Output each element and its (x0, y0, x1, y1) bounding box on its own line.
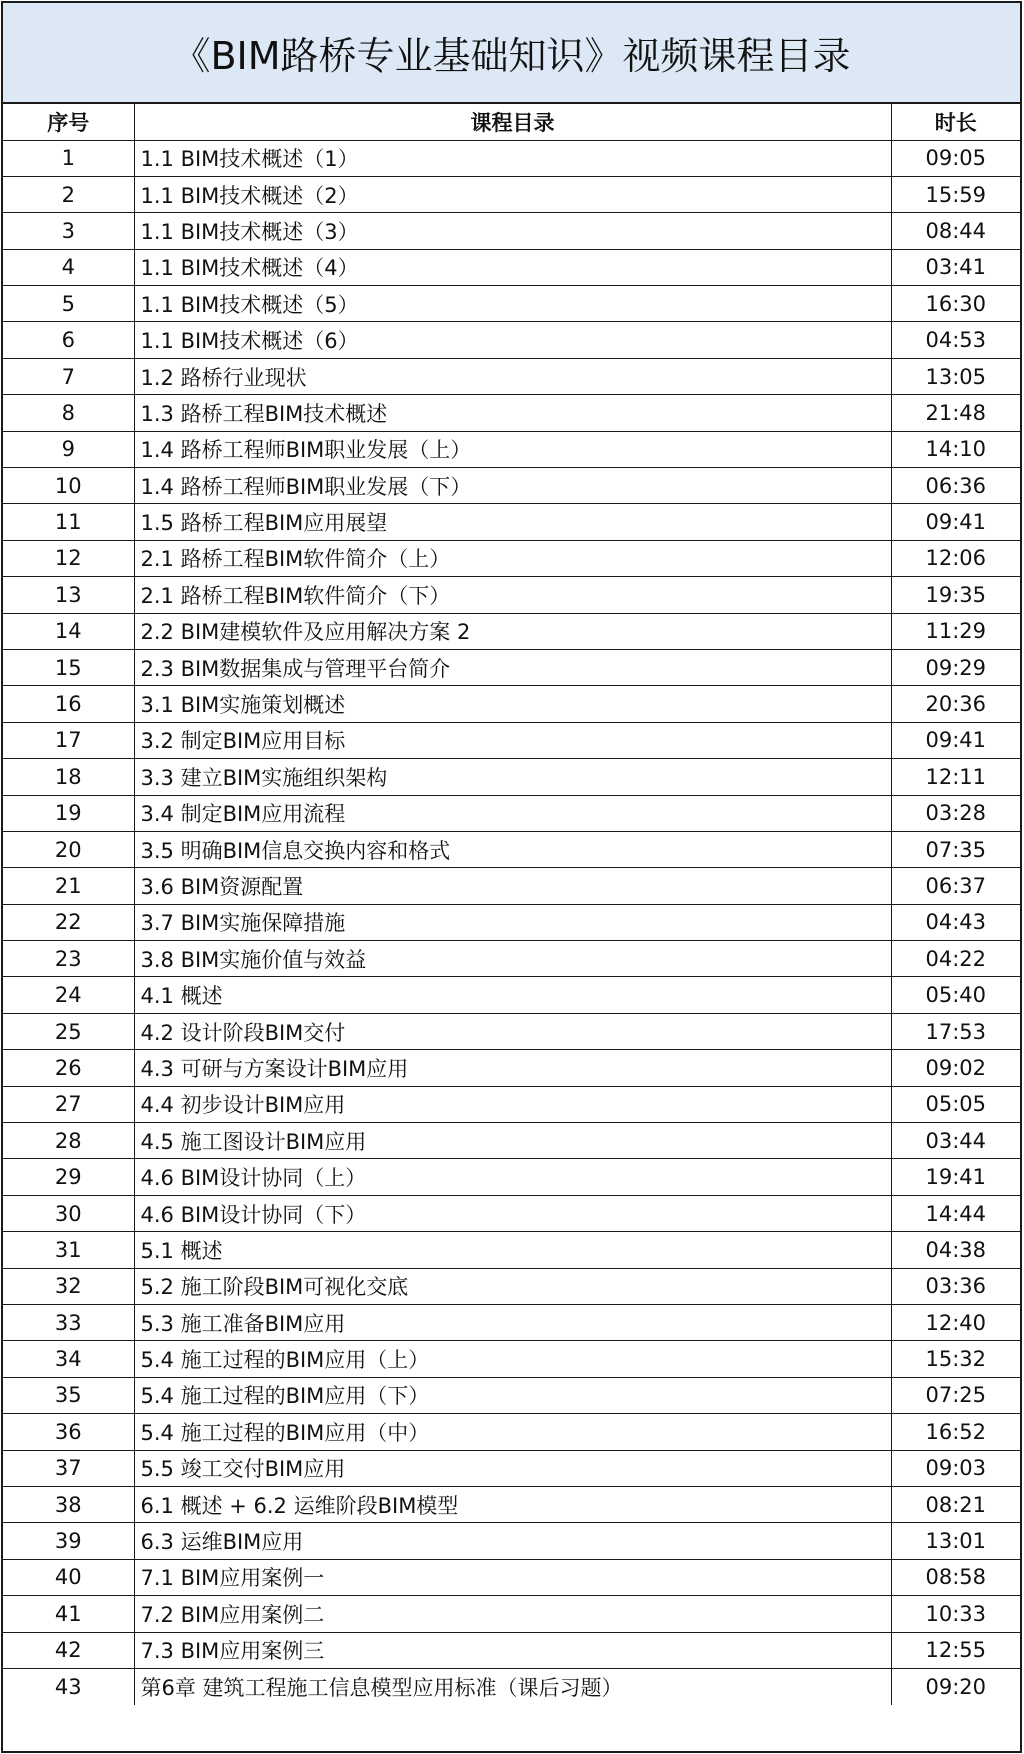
table-row (3, 722, 1020, 758)
table-row (3, 577, 1020, 613)
row-duration: 19:41 (891, 1159, 1020, 1195)
row-duration: 17:53 (891, 1013, 1020, 1049)
row-index: 43 (3, 1668, 134, 1704)
row-title: 6.1 概述 + 6.2 运维阶段BIM模型 (134, 1486, 891, 1522)
row-title: 4.6 BIM设计协同（下） (134, 1195, 891, 1231)
row-duration: 07:35 (891, 831, 1020, 867)
row-duration: 08:21 (891, 1486, 1020, 1522)
row-duration: 12:40 (891, 1305, 1020, 1341)
row-index: 41 (3, 1596, 134, 1632)
row-duration: 08:44 (891, 213, 1020, 249)
row-title: 4.3 可研与方案设计BIM应用 (134, 1050, 891, 1086)
row-duration: 19:35 (891, 577, 1020, 613)
row-duration: 05:40 (891, 977, 1020, 1013)
table-row (3, 140, 1020, 176)
table-row (3, 358, 1020, 394)
row-title: 1.4 路桥工程师BIM职业发展（上） (134, 431, 891, 467)
row-duration: 05:05 (891, 1086, 1020, 1122)
row-title: 5.4 施工过程的BIM应用（下） (134, 1377, 891, 1413)
row-index: 2 (3, 176, 134, 212)
row-index: 27 (3, 1086, 134, 1122)
table-row (3, 1523, 1020, 1559)
row-title: 2.2 BIM建模软件及应用解决方案 2 (134, 613, 891, 649)
row-duration: 09:29 (891, 649, 1020, 685)
table-row (3, 1414, 1020, 1450)
row-title: 7.2 BIM应用案例二 (134, 1596, 891, 1632)
table-row (3, 1341, 1020, 1377)
row-title: 5.2 施工阶段BIM可视化交底 (134, 1268, 891, 1304)
row-duration: 06:36 (891, 468, 1020, 504)
table-row (3, 468, 1020, 504)
row-duration: 09:41 (891, 722, 1020, 758)
row-index: 10 (3, 468, 134, 504)
row-title: 1.1 BIM技术概述（2） (134, 176, 891, 212)
row-duration: 03:28 (891, 795, 1020, 831)
row-index: 40 (3, 1559, 134, 1595)
row-title: 4.2 设计阶段BIM交付 (134, 1013, 891, 1049)
row-duration: 15:32 (891, 1341, 1020, 1377)
row-duration: 06:37 (891, 868, 1020, 904)
row-duration: 04:38 (891, 1232, 1020, 1268)
row-title: 4.6 BIM设计协同（上） (134, 1159, 891, 1195)
row-index: 12 (3, 540, 134, 576)
row-duration: 12:55 (891, 1632, 1020, 1668)
row-title: 3.7 BIM实施保障措施 (134, 904, 891, 940)
table-row (3, 1159, 1020, 1195)
row-title: 1.1 BIM技术概述（1） (134, 140, 891, 176)
row-index: 31 (3, 1232, 134, 1268)
row-index: 14 (3, 613, 134, 649)
row-duration: 13:05 (891, 358, 1020, 394)
table-row (3, 1268, 1020, 1304)
row-index: 39 (3, 1523, 134, 1559)
row-duration: 12:11 (891, 759, 1020, 795)
page-title: 《BIM路桥专业基础知识》视频课程目录 (172, 34, 851, 78)
row-title: 第6章 建筑工程施工信息模型应用标准（课后习题） (134, 1668, 891, 1704)
table-row (3, 1596, 1020, 1632)
row-duration: 04:43 (891, 904, 1020, 940)
table-row (3, 395, 1020, 431)
table-row (3, 904, 1020, 940)
row-duration: 08:58 (891, 1559, 1020, 1595)
table-row (3, 686, 1020, 722)
row-index: 3 (3, 213, 134, 249)
row-index: 5 (3, 286, 134, 322)
table-row (3, 213, 1020, 249)
header-index: 序号 (3, 104, 134, 140)
row-index: 25 (3, 1013, 134, 1049)
row-title: 7.3 BIM应用案例三 (134, 1632, 891, 1668)
table-row (3, 540, 1020, 576)
row-duration: 14:10 (891, 431, 1020, 467)
row-duration: 09:41 (891, 504, 1020, 540)
row-title: 1.5 路桥工程BIM应用展望 (134, 504, 891, 540)
row-title: 1.3 路桥工程BIM技术概述 (134, 395, 891, 431)
row-index: 36 (3, 1414, 134, 1450)
row-title: 7.1 BIM应用案例一 (134, 1559, 891, 1595)
row-index: 24 (3, 977, 134, 1013)
row-title: 3.2 制定BIM应用目标 (134, 722, 891, 758)
row-index: 22 (3, 904, 134, 940)
table-row (3, 1086, 1020, 1122)
row-title: 5.3 施工准备BIM应用 (134, 1305, 891, 1341)
row-index: 23 (3, 941, 134, 977)
table-row (3, 1486, 1020, 1522)
row-duration: 04:53 (891, 322, 1020, 358)
table-row (3, 1305, 1020, 1341)
row-index: 18 (3, 759, 134, 795)
row-duration: 07:25 (891, 1377, 1020, 1413)
table-row (3, 322, 1020, 358)
row-title: 6.3 运维BIM应用 (134, 1523, 891, 1559)
row-title: 3.6 BIM资源配置 (134, 868, 891, 904)
table-row (3, 1377, 1020, 1413)
row-duration: 14:44 (891, 1195, 1020, 1231)
row-index: 17 (3, 722, 134, 758)
row-duration: 04:22 (891, 941, 1020, 977)
table-row (3, 759, 1020, 795)
row-title: 5.1 概述 (134, 1232, 891, 1268)
row-duration: 13:01 (891, 1523, 1020, 1559)
table-row (3, 1559, 1020, 1595)
row-index: 8 (3, 395, 134, 431)
row-duration: 10:33 (891, 1596, 1020, 1632)
row-index: 16 (3, 686, 134, 722)
row-index: 1 (3, 140, 134, 176)
row-title: 2.1 路桥工程BIM软件简介（下） (134, 577, 891, 613)
row-index: 9 (3, 431, 134, 467)
table-row (3, 795, 1020, 831)
row-duration: 09:20 (891, 1668, 1020, 1704)
table-row (3, 504, 1020, 540)
row-index: 13 (3, 577, 134, 613)
row-index: 7 (3, 358, 134, 394)
table-row (3, 941, 1020, 977)
table-row (3, 977, 1020, 1013)
row-index: 19 (3, 795, 134, 831)
row-duration: 21:48 (891, 395, 1020, 431)
row-title: 1.2 路桥行业现状 (134, 358, 891, 394)
table-row (3, 1632, 1020, 1668)
table-row (3, 649, 1020, 685)
row-duration: 20:36 (891, 686, 1020, 722)
table-header-row (3, 104, 1020, 140)
row-index: 33 (3, 1305, 134, 1341)
row-title: 3.3 建立BIM实施组织架构 (134, 759, 891, 795)
row-duration: 03:36 (891, 1268, 1020, 1304)
table-row (3, 1050, 1020, 1086)
header-course: 课程目录 (134, 104, 891, 140)
row-index: 35 (3, 1377, 134, 1413)
table-row (3, 1668, 1020, 1704)
row-index: 28 (3, 1123, 134, 1159)
row-index: 4 (3, 249, 134, 285)
row-title: 4.5 施工图设计BIM应用 (134, 1123, 891, 1159)
row-title: 3.4 制定BIM应用流程 (134, 795, 891, 831)
row-title: 5.4 施工过程的BIM应用（中） (134, 1414, 891, 1450)
row-title: 3.8 BIM实施价值与效益 (134, 941, 891, 977)
table-row (3, 431, 1020, 467)
row-title: 3.1 BIM实施策划概述 (134, 686, 891, 722)
table-row (3, 1450, 1020, 1486)
table-row (3, 1232, 1020, 1268)
course-catalog-sheet (1, 1, 1022, 1753)
table-row (3, 176, 1020, 212)
row-index: 32 (3, 1268, 134, 1304)
header-duration: 时长 (891, 104, 1020, 140)
row-index: 6 (3, 322, 134, 358)
title-banner (3, 3, 1020, 104)
row-title: 3.5 明确BIM信息交换内容和格式 (134, 831, 891, 867)
row-index: 34 (3, 1341, 134, 1377)
row-index: 15 (3, 649, 134, 685)
row-duration: 03:44 (891, 1123, 1020, 1159)
row-index: 30 (3, 1195, 134, 1231)
row-index: 29 (3, 1159, 134, 1195)
table-row (3, 1195, 1020, 1231)
row-duration: 15:59 (891, 176, 1020, 212)
row-duration: 09:02 (891, 1050, 1020, 1086)
table-row (3, 1013, 1020, 1049)
row-title: 1.4 路桥工程师BIM职业发展（下） (134, 468, 891, 504)
row-duration: 16:30 (891, 286, 1020, 322)
row-duration: 09:03 (891, 1450, 1020, 1486)
row-title: 4.1 概述 (134, 977, 891, 1013)
row-title: 2.1 路桥工程BIM软件简介（上） (134, 540, 891, 576)
course-table (3, 104, 1020, 1705)
table-row (3, 286, 1020, 322)
row-title: 1.1 BIM技术概述（4） (134, 249, 891, 285)
row-index: 26 (3, 1050, 134, 1086)
row-index: 42 (3, 1632, 134, 1668)
row-duration: 12:06 (891, 540, 1020, 576)
table-row (3, 868, 1020, 904)
table-row (3, 249, 1020, 285)
row-title: 5.5 竣工交付BIM应用 (134, 1450, 891, 1486)
row-title: 1.1 BIM技术概述（6） (134, 322, 891, 358)
table-row (3, 831, 1020, 867)
row-title: 1.1 BIM技术概述（5） (134, 286, 891, 322)
row-duration: 11:29 (891, 613, 1020, 649)
row-index: 37 (3, 1450, 134, 1486)
row-index: 21 (3, 868, 134, 904)
table-row (3, 613, 1020, 649)
row-index: 11 (3, 504, 134, 540)
row-duration: 16:52 (891, 1414, 1020, 1450)
row-index: 20 (3, 831, 134, 867)
table-body (3, 140, 1020, 1705)
row-title: 4.4 初步设计BIM应用 (134, 1086, 891, 1122)
table-row (3, 1123, 1020, 1159)
row-title: 2.3 BIM数据集成与管理平台简介 (134, 649, 891, 685)
row-duration: 03:41 (891, 249, 1020, 285)
row-title: 5.4 施工过程的BIM应用（上） (134, 1341, 891, 1377)
row-title: 1.1 BIM技术概述（3） (134, 213, 891, 249)
row-duration: 09:05 (891, 140, 1020, 176)
row-index: 38 (3, 1486, 134, 1522)
